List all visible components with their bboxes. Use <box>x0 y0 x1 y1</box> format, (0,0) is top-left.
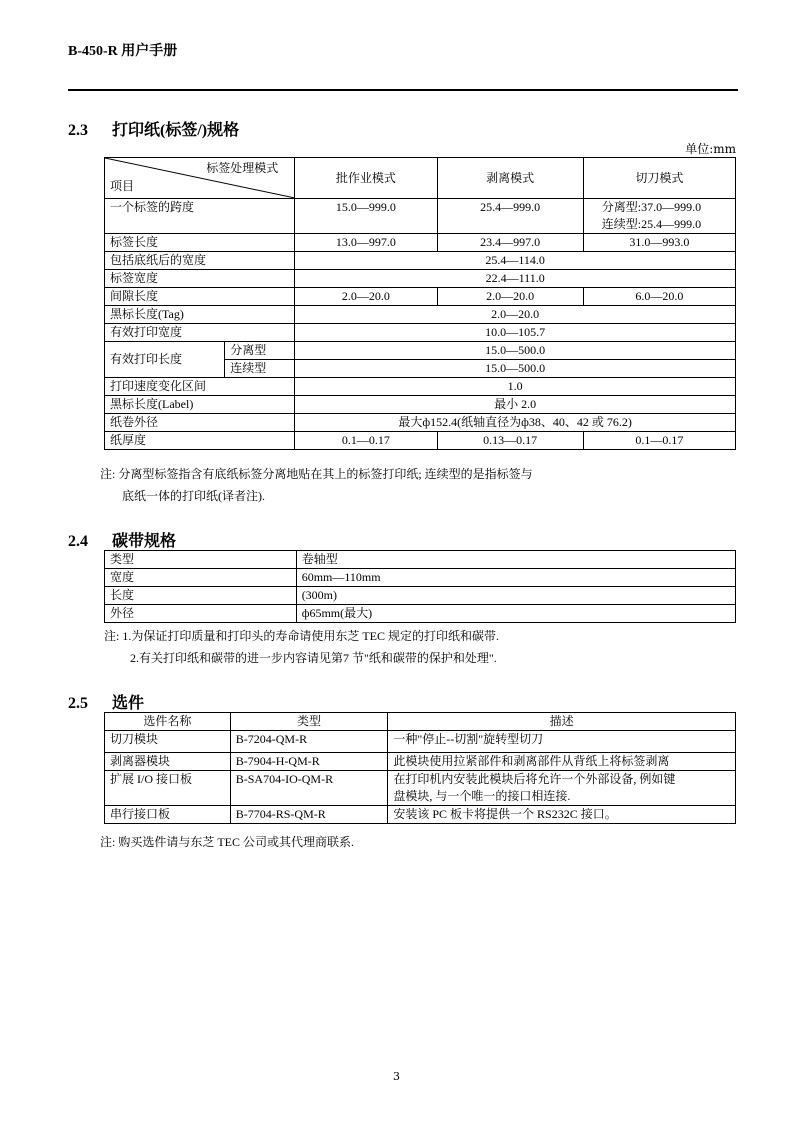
row-label: 纸厚度 <box>105 432 295 450</box>
cell-value: 最大ф152.4(纸轴直径为ф38、40、42 或 76.2) <box>295 414 736 432</box>
table-row <box>105 771 736 806</box>
cell-cut: 31.0—993.0 <box>583 234 735 252</box>
section-number: 2.5 <box>68 695 88 712</box>
option-desc-line1: 在打印机内安装此模块后将允许一个外部设备, 例如键 <box>393 772 676 786</box>
option-desc: 安装该 PC 板卡将提供一个 RS232C 接口。 <box>388 806 736 824</box>
ribbon-spec-table <box>104 550 736 623</box>
cell-value: 10.0—105.7 <box>295 324 736 342</box>
col-header-desc: 描述 <box>388 713 736 731</box>
col-header-cut: 切刀模式 <box>583 158 735 199</box>
table-row <box>105 234 736 252</box>
option-type: B-7704-RS-QM-R <box>230 806 388 824</box>
cell-cut: 0.1—0.17 <box>583 432 735 450</box>
document-header: B-450-R 用户手册 <box>68 44 178 59</box>
cell-value: 1.0 <box>295 378 736 396</box>
row-label: 标签宽度 <box>105 270 295 288</box>
table-row <box>105 252 736 270</box>
corner-bottom-label: 项目 <box>110 179 135 193</box>
row-label: 黑标长度(Label) <box>105 396 295 414</box>
col-header-batch: 批作业模式 <box>295 158 437 199</box>
option-desc: 一种"停止--切割"旋转型切刀 <box>388 731 736 753</box>
row-label: 打印速度变化区间 <box>105 378 295 396</box>
table-row <box>105 270 736 288</box>
note-2-3-line1: 注: 分离型标签指含有底纸标签分离地贴在其上的标签打印纸; 连续型的是指标签与 <box>100 467 533 481</box>
table-header-row <box>105 713 736 731</box>
option-desc <box>388 771 736 806</box>
option-name: 串行接口板 <box>105 806 231 824</box>
cell-batch: 13.0—997.0 <box>295 234 437 252</box>
table-row <box>105 551 736 569</box>
table-row <box>105 396 736 414</box>
cell-value: 最小 2.0 <box>295 396 736 414</box>
cell-value: 2.0—20.0 <box>295 306 736 324</box>
note-2-4-line1: 注: 1.为保证打印质量和打印头的寿命请使用东芝 TEC 规定的打印纸和碳带. <box>104 629 500 643</box>
cell-peel: 2.0—20.0 <box>437 288 583 306</box>
table-row <box>105 569 736 587</box>
table-row <box>105 731 736 753</box>
table-row <box>105 324 736 342</box>
header-rule <box>68 89 738 91</box>
cell-cut: 6.0—20.0 <box>583 288 735 306</box>
section-title: 碳带规格 <box>112 533 177 550</box>
cut-separate: 分离型:37.0—999.0 <box>601 200 702 214</box>
table-row <box>105 605 736 623</box>
cell-batch: 2.0—20.0 <box>295 288 437 306</box>
row-label: 宽度 <box>105 569 297 587</box>
cell-value: 25.4—114.0 <box>295 252 736 270</box>
table-row <box>105 342 736 360</box>
section-2-5-heading <box>68 690 144 713</box>
cut-continuous: 连续型:25.4—999.0 <box>601 217 702 231</box>
row-label: 有效打印宽度 <box>105 324 295 342</box>
row-label: 类型 <box>105 551 297 569</box>
option-name: 剥离器模块 <box>105 753 231 771</box>
row-label: 纸卷外径 <box>105 414 295 432</box>
section-2-3-heading <box>68 117 239 140</box>
cell-value: 15.0—500.0 <box>295 342 736 360</box>
table-corner-cell <box>105 158 295 199</box>
table-row <box>105 199 736 234</box>
row-sublabel: 连续型 <box>225 360 295 378</box>
cell-value: 22.4—111.0 <box>295 270 736 288</box>
note-2-4-line2: 2.有关打印纸和碳带的进一步内容请见第7 节"纸和碳带的保护和处理". <box>130 651 497 665</box>
cell-peel: 0.13—0.17 <box>437 432 583 450</box>
cell-value: 15.0—500.0 <box>295 360 736 378</box>
option-type: B-7904-H-QM-R <box>230 753 388 771</box>
options-table <box>104 712 736 824</box>
option-type: B-SA704-IO-QM-R <box>230 771 388 806</box>
paper-spec-table <box>104 157 736 450</box>
cell-value: (300m) <box>296 587 735 605</box>
table-row <box>105 288 736 306</box>
section-number: 2.4 <box>68 533 88 550</box>
table-row <box>105 432 736 450</box>
cell-batch: 0.1—0.17 <box>295 432 437 450</box>
section-2-4-heading <box>68 528 176 551</box>
row-label: 黑标长度(Tag) <box>105 306 295 324</box>
row-label: 有效打印长度 <box>105 342 225 378</box>
option-desc-line2: 盘模块, 与一个唯一的接口相连接. <box>393 789 571 803</box>
option-name: 扩展 I/O 接口板 <box>105 771 231 806</box>
cell-value: ф65mm(最大) <box>296 605 735 623</box>
cell-value: 60mm—110mm <box>296 569 735 587</box>
cell-peel: 25.4—999.0 <box>437 199 583 234</box>
note-2-3-line2: 底纸一体的打印纸(译者注). <box>122 489 265 503</box>
cell-cut <box>583 199 735 234</box>
section-title: 选件 <box>112 695 145 712</box>
section-number: 2.3 <box>68 122 88 139</box>
row-label: 间隙长度 <box>105 288 295 306</box>
page-number: 3 <box>393 1070 400 1083</box>
table-row <box>105 587 736 605</box>
table-row <box>105 414 736 432</box>
table-row <box>105 753 736 771</box>
row-label: 一个标签的跨度 <box>105 199 295 234</box>
table-row <box>105 378 736 396</box>
corner-top-label: 标签处理模式 <box>206 161 279 175</box>
col-header-name: 选件名称 <box>105 713 231 731</box>
note-2-5: 注: 购买选件请与东芝 TEC 公司或其代理商联系. <box>100 835 354 849</box>
cell-peel: 23.4—997.0 <box>437 234 583 252</box>
cell-batch: 15.0—999.0 <box>295 199 437 234</box>
row-label: 包括底纸后的宽度 <box>105 252 295 270</box>
section-title: 打印纸(标签/)规格 <box>112 122 240 139</box>
option-name: 切刀模块 <box>105 731 231 753</box>
col-header-peel: 剥离模式 <box>437 158 583 199</box>
table-row <box>105 306 736 324</box>
row-label: 长度 <box>105 587 297 605</box>
table-row <box>105 806 736 824</box>
row-label: 外径 <box>105 605 297 623</box>
row-sublabel: 分离型 <box>225 342 295 360</box>
option-desc: 此模块使用拉紧部件和剥离部件从背纸上将标签剥离 <box>388 753 736 771</box>
cell-value: 卷轴型 <box>296 551 735 569</box>
unit-label: 单位:mm <box>685 142 736 156</box>
col-header-type: 类型 <box>230 713 388 731</box>
row-label: 标签长度 <box>105 234 295 252</box>
option-type: B-7204-QM-R <box>230 731 388 753</box>
